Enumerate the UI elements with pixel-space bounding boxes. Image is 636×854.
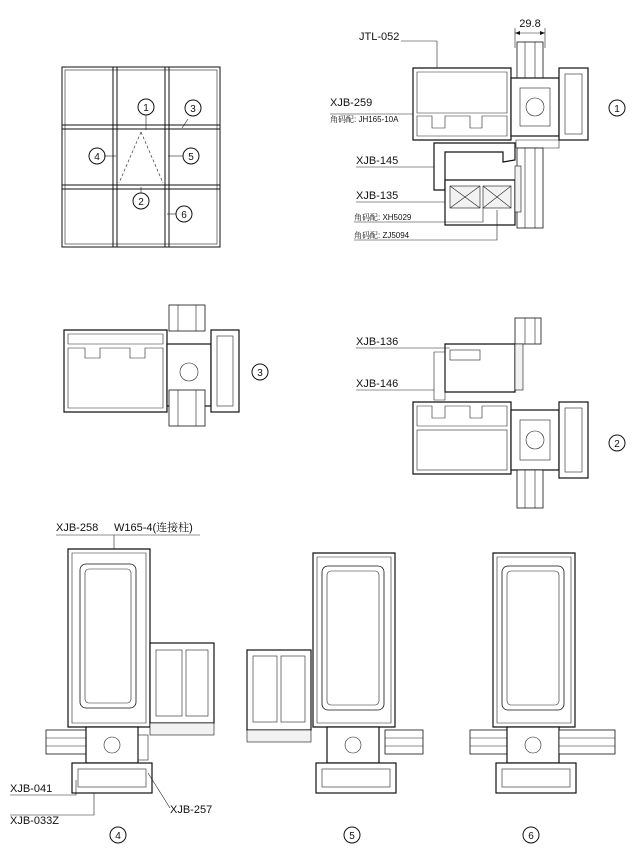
detail-marker-5[interactable] [344, 827, 360, 843]
elevation-marker-1[interactable] [138, 99, 154, 115]
svg-text:5: 5 [349, 831, 355, 842]
callout-w165-4: W165-4(连接柱) [114, 522, 193, 534]
detail-marker-6[interactable] [523, 827, 539, 843]
svg-text:6: 6 [528, 831, 534, 842]
svg-text:4: 4 [94, 152, 100, 163]
elevation-marker-5[interactable] [183, 148, 199, 164]
section-detail-1 [330, 18, 625, 240]
svg-text:1: 1 [614, 104, 620, 115]
callout-xjb-135-corner-2: 角码配: ZJ5094 [354, 231, 410, 240]
callout-xjb-135: XJB-135 [356, 190, 399, 202]
section-detail-6 [470, 553, 615, 843]
detail-marker-2[interactable] [609, 435, 625, 451]
svg-text:5: 5 [188, 152, 194, 163]
callout-xjb-259-corner: 角码配: JH165-10A [330, 115, 399, 124]
elevation-marker-2[interactable] [133, 193, 149, 209]
callout-xjb-135-corner-1: 角码配: XH5029 [354, 213, 412, 222]
section-detail-5 [247, 553, 423, 843]
elevation-marker-3[interactable] [185, 100, 201, 116]
svg-text:3: 3 [257, 368, 263, 379]
detail-marker-1[interactable] [609, 100, 625, 116]
svg-text:4: 4 [115, 831, 121, 842]
section-detail-3 [64, 305, 268, 426]
callout-jtl-052: JTL-052 [359, 31, 400, 43]
detail-marker-3[interactable] [252, 364, 268, 380]
elevation-marker-4[interactable] [89, 148, 105, 164]
svg-text:2: 2 [614, 439, 620, 450]
svg-text:1: 1 [143, 103, 149, 114]
callout-xjb-146: XJB-146 [356, 378, 399, 390]
detail-marker-4[interactable] [110, 827, 126, 843]
svg-text:3: 3 [190, 104, 196, 115]
callout-xjb-033z: XJB-033Z [10, 815, 59, 827]
window-elevation [62, 67, 220, 247]
callout-xjb-136: XJB-136 [356, 336, 399, 348]
callout-xjb-145: XJB-145 [356, 155, 399, 167]
section-detail-2 [356, 318, 625, 508]
callout-xjb-258: XJB-258 [56, 522, 99, 534]
callout-xjb-259: XJB-259 [330, 97, 373, 109]
callout-xjb-257: XJB-257 [170, 804, 213, 816]
section-detail-4 [10, 520, 214, 843]
dimension-29-8: 29.8 [519, 18, 541, 30]
svg-text:6: 6 [181, 210, 187, 221]
svg-text:2: 2 [138, 197, 144, 208]
callout-xjb-041: XJB-041 [10, 783, 53, 795]
elevation-marker-6[interactable] [176, 206, 192, 222]
